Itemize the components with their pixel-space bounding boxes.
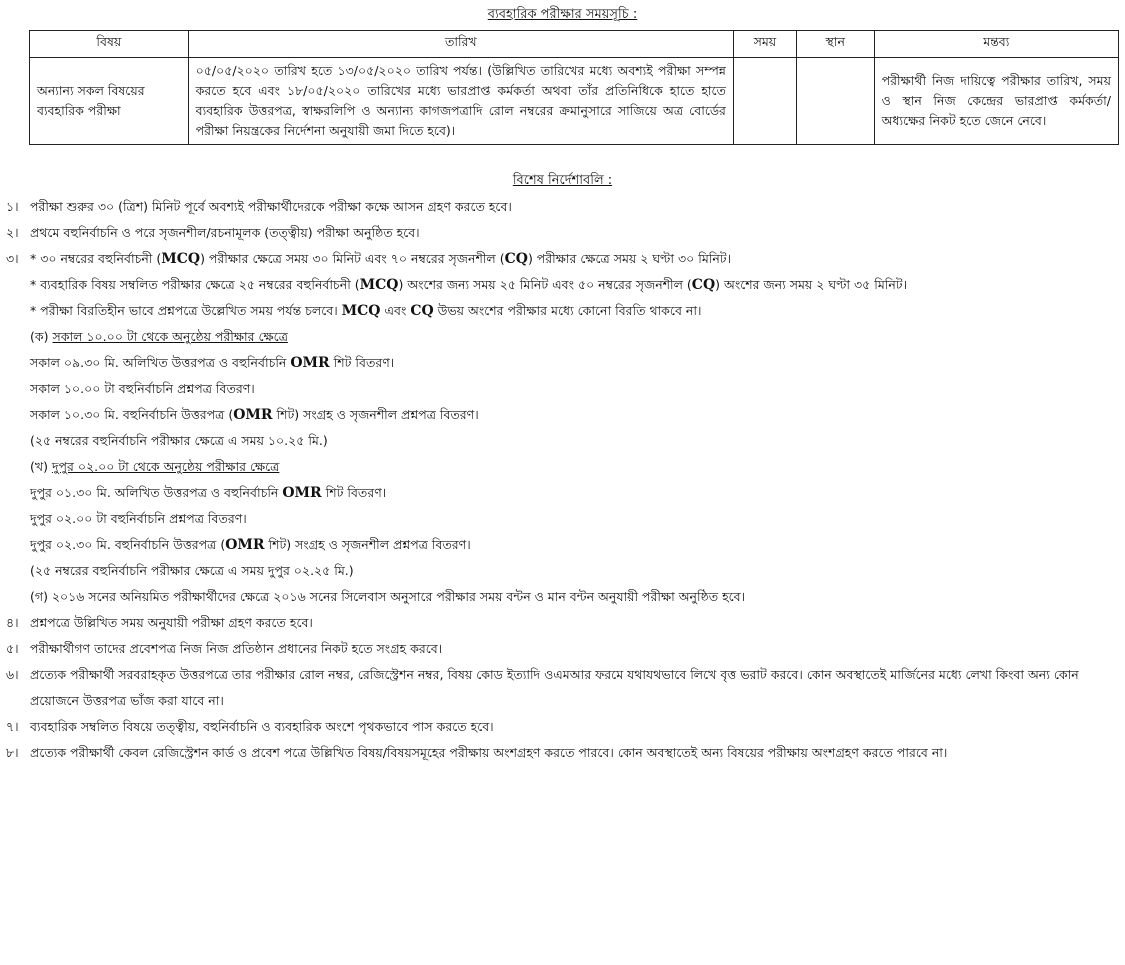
item-text: ব্যবহারিক সম্বলিত বিষয়ে তত্ত্বীয়, বহুনির্বাচনি ও ব্যবহারিক অংশে পৃথকভাবে পাস করতে হবে।: [30, 719, 494, 734]
cell-date: ০৫/০৫/২০২০ তারিখ হতে ১৩/০৫/২০২০ তারিখ পর্যন্ত। (উল্লিখিত তারিখের মধ্যে অবশ্যই পরীক্ষা সম্পন্ন করতে হবে এবং ১৮/০৫/২০২০ তারিখের মধ্যে ভারপ্রাপ্ত কর্মকর্তা অথবা তাঁর প্রতিনিধিকে হাতে হাতে ব্যবহারিক উত্তরপত্র, স্বাক্ষরলিপি ও অন্যান্য কাগজপত্রাদি রোল নম্বরের ক্রমানুসারে সাজিয়ে অত্র বোর্ডের পরীক্ষা নিয়ন্ত্রকের নির্দেশনা অনুযায়ী জমা দিতে হবে)।: [188, 58, 733, 145]
instruction-sub-kha-4: [6, 558, 1118, 584]
cell-subject: অন্যান্য সকল বিষয়ের ব্যবহারিক পরীক্ষা: [30, 58, 189, 145]
item-text: দুপুর ০১.৩০ মি. অলিখিত উত্তরপত্র ও বহুনির্বাচনি OMR শিট বিতরণ।: [30, 485, 387, 501]
instruction-sub-kha-1: [6, 480, 1118, 506]
instruction-sub-ka-1: [6, 350, 1118, 376]
instruction-item-6: [6, 662, 1118, 714]
instruction-sub-ga: [6, 584, 1118, 610]
header-subject: বিষয়: [30, 31, 189, 58]
header-remark: মন্তব্য: [874, 31, 1118, 58]
item-text: (২৫ নম্বরের বহুনির্বাচনি পরীক্ষার ক্ষেত্রে এ সময় দুপুর ০২.২৫ মি.): [30, 563, 354, 578]
item-number: ৪।: [6, 615, 19, 630]
table-row: [30, 58, 1119, 145]
header-time: সময়: [733, 31, 796, 58]
cell-remark: পরীক্ষার্থী নিজ দায়িত্বে পরীক্ষার তারিখ, সময় ও স্থান নিজ কেন্দ্রের ভারপ্রাপ্ত কর্মকর্তা/অধ্যক্ষের নিকট হতে জেনে নেবে।: [874, 58, 1118, 145]
instruction-item-5: [6, 636, 1118, 662]
item-number: ৫।: [6, 641, 19, 656]
instruction-sub-kha-3: [6, 532, 1118, 558]
item-text: পরীক্ষা শুরুর ৩০ (ত্রিশ) মিনিট পূর্বে অবশ্যই পরীক্ষার্থীদেরকে পরীক্ষা কক্ষে আসন গ্রহণ করতে হবে।: [30, 199, 512, 214]
cell-time: [733, 58, 796, 145]
item-number: ৮।: [6, 745, 19, 760]
item-number: ২।: [6, 225, 19, 240]
item-text: দুপুর ০২.৩০ মি. বহুনির্বাচনি উত্তরপত্র (OMR শিট) সংগ্রহ ও সৃজনশীল প্রশ্নপত্র বিতরণ।: [30, 537, 471, 553]
instruction-sub-kha-heading: [6, 454, 1118, 480]
item-text: সকাল ০৯.৩০ মি. অলিখিত উত্তরপত্র ও বহুনির্বাচনি OMR শিট বিতরণ।: [30, 355, 395, 371]
instruction-sub-ka-3: [6, 402, 1118, 428]
item-text: প্রথমে বহুনির্বাচনি ও পরে সৃজনশীল/রচনামূলক (তত্ত্বীয়) পরীক্ষা অনুষ্ঠিত হবে।: [30, 225, 420, 240]
item-text: (২৫ নম্বরের বহুনির্বাচনি পরীক্ষার ক্ষেত্রে এ সময় ১০.২৫ মি.): [30, 433, 328, 448]
item-number: ১।: [6, 199, 19, 214]
schedule-title: ব্যবহারিক পরীক্ষার সময়সূচি :: [487, 7, 638, 22]
item-text: পরীক্ষার্থীগণ তাদের প্রবেশপত্র নিজ নিজ প্রতিষ্ঠান প্রধানের নিকট হতে সংগ্রহ করবে।: [30, 641, 443, 656]
item-text: (ক) সকাল ১০.০০ টা থেকে অনুষ্ঠেয় পরীক্ষার ক্ষেত্রে: [30, 329, 288, 344]
instructions-list: [6, 194, 1118, 766]
instruction-item-2: [6, 220, 1118, 246]
header-place: স্থান: [796, 31, 874, 58]
item-text: প্রত্যেক পরীক্ষার্থী কেবল রেজিস্ট্রেশন কার্ড ও প্রবেশ পত্রে উল্লিখিত বিষয়/বিষয়সমূহের পরীক্ষায় অংশগ্রহণ করতে পারবে। কোন অবস্থাতেই অন্য বিষয়ের পরীক্ষায় অংশগ্রহণ করতে পারবে না।: [30, 745, 948, 760]
instruction-sub-3c: [6, 298, 1118, 324]
instruction-item-8: [6, 740, 1118, 766]
item-text: * পরীক্ষা বিরতিহীন ভাবে প্রশ্নপত্রে উল্লেখিত সময় পর্যন্ত চলবে। MCQ এবং CQ উভয় অংশের পরীক্ষার মধ্যে কোনো বিরতি থাকবে না।: [30, 303, 702, 319]
item-text: সকাল ১০.০০ টা বহুনির্বাচনি প্রশ্নপত্র বিতরণ।: [30, 381, 255, 396]
instruction-item-1: [6, 194, 1118, 220]
instruction-item-7: [6, 714, 1118, 740]
cell-place: [796, 58, 874, 145]
item-text: (খ) দুপুর ০২.০০ টা থেকে অনুষ্ঠেয় পরীক্ষার ক্ষেত্রে: [30, 459, 280, 474]
item-text: * ব্যবহারিক বিষয় সম্বলিত পরীক্ষার ক্ষেত্রে ২৫ নম্বরের বহুনির্বাচনী (MCQ) অংশের জন্য সময় ২৫ মিনিট এবং ৫০ নম্বরের সৃজনশীল (CQ) অংশের জন্য সময় ২ ঘণ্টা ৩৫ মিনিট।: [30, 277, 908, 293]
instruction-sub-ka-2: [6, 376, 1118, 402]
instruction-item-4: [6, 610, 1118, 636]
instruction-sub-kha-2: [6, 506, 1118, 532]
item-text: প্রত্যেক পরীক্ষার্থী সরবরাহকৃত উত্তরপত্রে তার পরীক্ষার রোল নম্বর, রেজিস্ট্রেশন নম্বর, বিষয় কোড ইত্যাদি ওএমআর ফরমে যথাযথভাবে লিখে বৃত্ত ভরাট করবে। কোন অবস্থাতেই মার্জিনের মধ্যে লেখা কিংবা অন্য কোন প্রয়োজনে উত্তরপত্র ভাঁজ করা যাবে না।: [30, 667, 1079, 708]
item-number: ৬।: [6, 667, 19, 682]
item-number: ৭।: [6, 719, 19, 734]
header-date: তারিখ: [188, 31, 733, 58]
item-number: ৩।: [6, 251, 19, 266]
item-text: সকাল ১০.৩০ মি. বহুনির্বাচনি উত্তরপত্র (OMR শিট) সংগ্রহ ও সৃজনশীল প্রশ্নপত্র বিতরণ।: [30, 407, 479, 423]
item-text: প্রশ্নপত্রে উল্লিখিত সময় অনুযায়ী পরীক্ষা গ্রহণ করতে হবে।: [30, 615, 313, 630]
instruction-sub-ka-heading: [6, 324, 1118, 350]
instruction-item-3: [6, 246, 1118, 272]
instructions-title: বিশেষ নির্দেশাবলি :: [512, 173, 613, 188]
item-text: (গ) ২০১৬ সনের অনিয়মিত পরীক্ষার্থীদের ক্ষেত্রে ২০১৬ সনের সিলেবাস অনুসারে পরীক্ষার সময় বন্টন ও মান বন্টন অনুযায়ী পরীক্ষা অনুষ্ঠিত হবে।: [30, 589, 746, 604]
item-text: * ৩০ নম্বরের বহুনির্বাচনী (MCQ) পরীক্ষার ক্ষেত্রে সময় ৩০ মিনিট এবং ৭০ নম্বরের সৃজনশীল (CQ) পরীক্ষার ক্ষেত্রে সময় ২ ঘণ্টা ৩০ মিনিট।: [30, 251, 732, 267]
instruction-sub-3b: [6, 272, 1118, 298]
instruction-sub-ka-4: [6, 428, 1118, 454]
schedule-table: [29, 30, 1119, 145]
item-text: দুপুর ০২.০০ টা বহুনির্বাচনি প্রশ্নপত্র বিতরণ।: [30, 511, 247, 526]
schedule-header-row: [30, 31, 1119, 58]
